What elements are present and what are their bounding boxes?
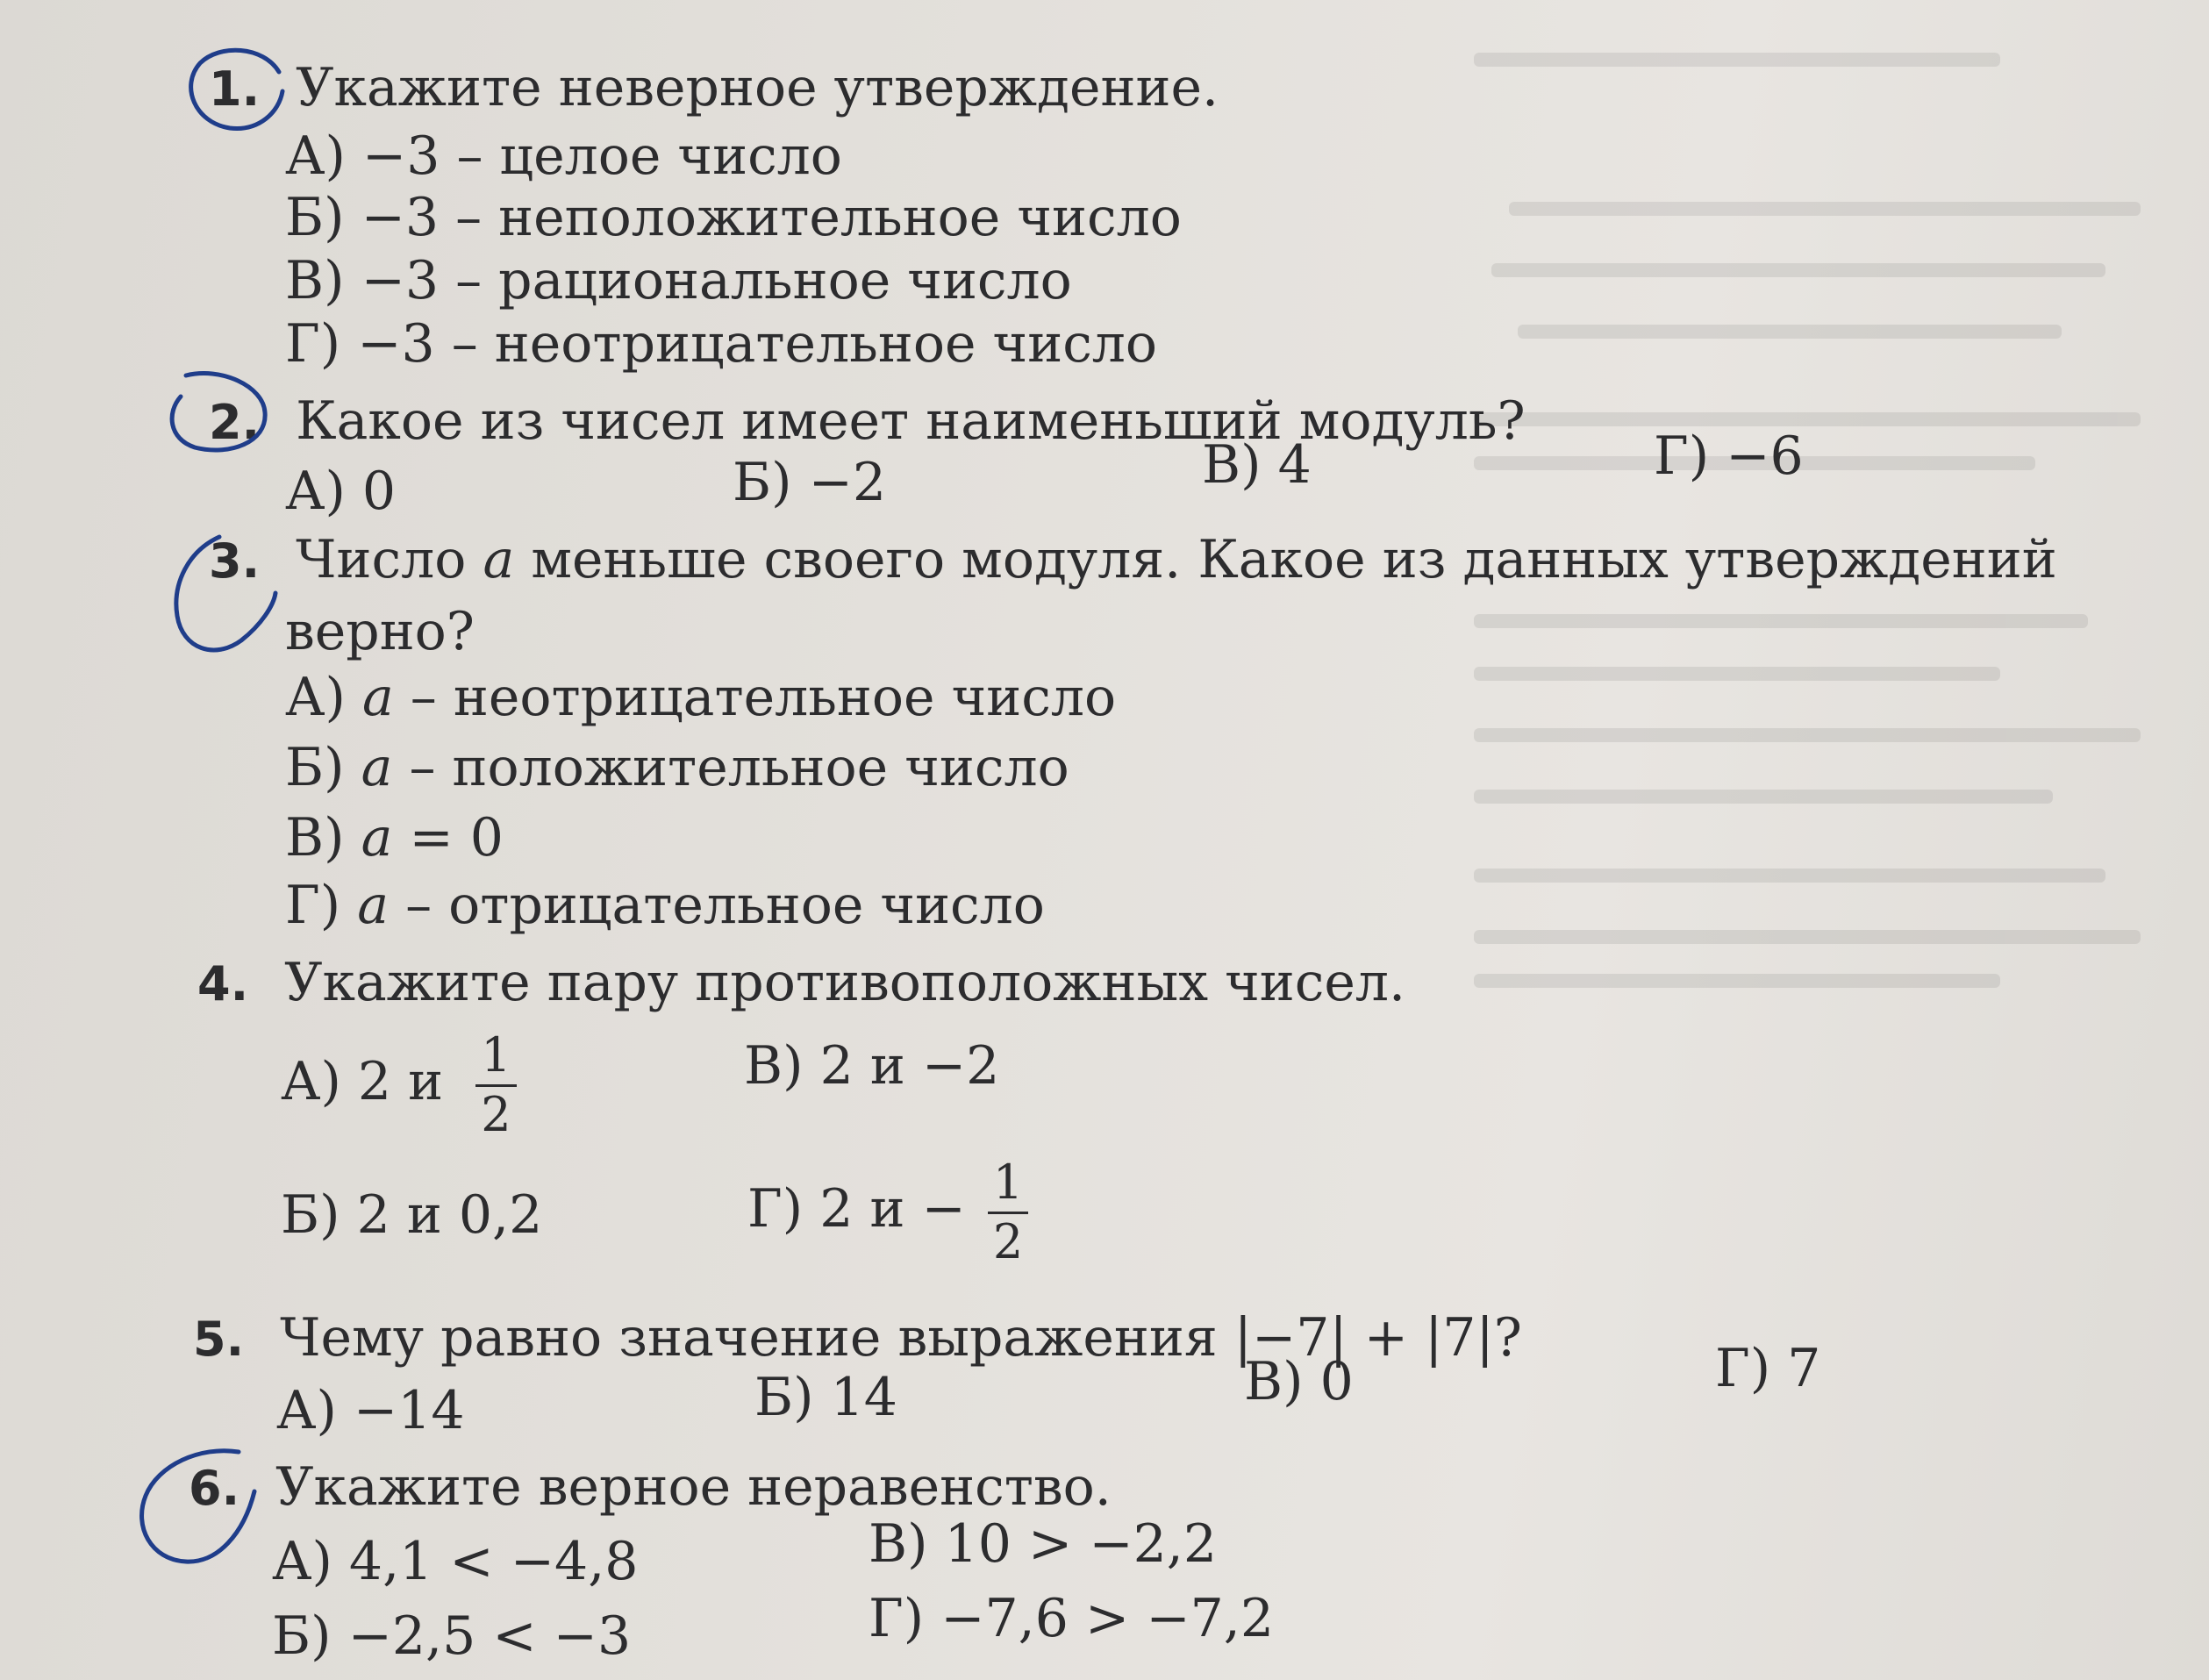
- q3-option-a-prefix: А): [285, 667, 346, 728]
- question-6: [189, 1456, 1112, 1518]
- question-1-text: Укажите неверное утверждение.: [296, 57, 1219, 118]
- question-3: [209, 529, 2057, 590]
- q4-option-d: [747, 1155, 1028, 1269]
- q3-option-b-text: – положительное число: [409, 737, 1069, 798]
- q5-option-a: А) −14: [276, 1380, 465, 1441]
- q6-option-d: Г) −7,6 > −7,2: [869, 1588, 1275, 1649]
- question-3-variable: a: [483, 529, 515, 590]
- q4-option-a: [281, 1027, 517, 1142]
- q5-option-b: Б) 14: [754, 1367, 897, 1428]
- q3-option-c-prefix: В): [285, 807, 345, 869]
- question-4: [197, 952, 1406, 1013]
- q4-option-d-fraction: [988, 1155, 1028, 1269]
- q3-option-a-var: a: [361, 667, 394, 728]
- q6-option-a: А) 4,1 < −4,8: [272, 1531, 639, 1592]
- question-4-number: 4.: [197, 956, 249, 1012]
- q3-option-b-var: a: [361, 737, 393, 798]
- q3-option-d: [285, 875, 1045, 936]
- q4-option-c: В) 2 и −2: [744, 1035, 1000, 1097]
- q6-option-c: В) 10 > −2,2: [869, 1513, 1218, 1575]
- q5-option-d: Г) 7: [1715, 1338, 1821, 1399]
- q2-option-c: В) 4: [1202, 434, 1312, 496]
- question-6-text: Укажите верное неравенство.: [275, 1456, 1112, 1518]
- q2-option-b: Б) −2: [733, 452, 887, 513]
- question-5-number: 5.: [193, 1312, 245, 1367]
- q3-option-a-text: – неотрицательное число: [410, 667, 1117, 728]
- question-2-number: 2.: [209, 395, 261, 450]
- q4-option-a-numerator: 1: [475, 1031, 516, 1087]
- question-3-text-b: меньше своего модуля. Какое из данных утверждений: [531, 529, 2057, 590]
- q4-option-a-text: А) 2 и: [281, 1050, 444, 1112]
- question-3-text-a: Число: [296, 529, 467, 590]
- question-3-number: 3.: [209, 533, 261, 589]
- q4-option-b: Б) 2 и 0,2: [281, 1184, 543, 1246]
- question-1-number: 1.: [209, 61, 261, 117]
- q4-option-d-denominator: 2: [992, 1213, 1024, 1269]
- q3-option-b-prefix: Б): [285, 737, 345, 798]
- question-6-number: 6.: [189, 1461, 240, 1516]
- q4-option-a-fraction: [475, 1027, 516, 1142]
- question-4-text: Укажите пару противоположных чисел.: [284, 952, 1406, 1013]
- q4-option-d-numerator: 1: [988, 1158, 1028, 1214]
- q4-option-a-denominator: 2: [481, 1086, 511, 1142]
- q1-option-a: А) −3 – целое число: [285, 125, 842, 187]
- q2-option-a: А) 0: [285, 461, 397, 522]
- q6-option-b: Б) −2,5 < −3: [272, 1605, 632, 1667]
- question-2: [209, 390, 1526, 452]
- q5-option-c: В) 0: [1244, 1351, 1354, 1412]
- q1-option-d: Г) −3 – неотрицательное число: [285, 313, 1158, 375]
- q2-option-d: Г) −6: [1654, 425, 1804, 487]
- q3-option-b: [285, 737, 1069, 798]
- question-2-text: Какое из чисел имеет наименьший модуль?: [296, 390, 1526, 452]
- q3-option-c: [285, 807, 504, 869]
- question-5-text: Чему равно значение выражения |−7| + |7|?: [280, 1307, 1522, 1369]
- q1-option-b: Б) −3 – неположительное число: [285, 187, 1182, 248]
- bleed-through-text: [1439, 0, 2193, 1680]
- q3-option-d-text: – отрицательное число: [405, 875, 1045, 936]
- q3-option-a: [285, 667, 1117, 728]
- q1-option-c: В) −3 – рациональное число: [285, 250, 1072, 311]
- question-1: [209, 57, 1219, 118]
- q3-option-d-prefix: Г): [285, 875, 341, 936]
- q3-option-d-var: a: [357, 875, 389, 936]
- question-3-line-2: верно?: [285, 601, 475, 662]
- q4-option-d-text: Г) 2 и −: [747, 1177, 966, 1240]
- q3-option-c-var: a: [361, 807, 393, 869]
- q3-option-c-text: = 0: [409, 807, 504, 869]
